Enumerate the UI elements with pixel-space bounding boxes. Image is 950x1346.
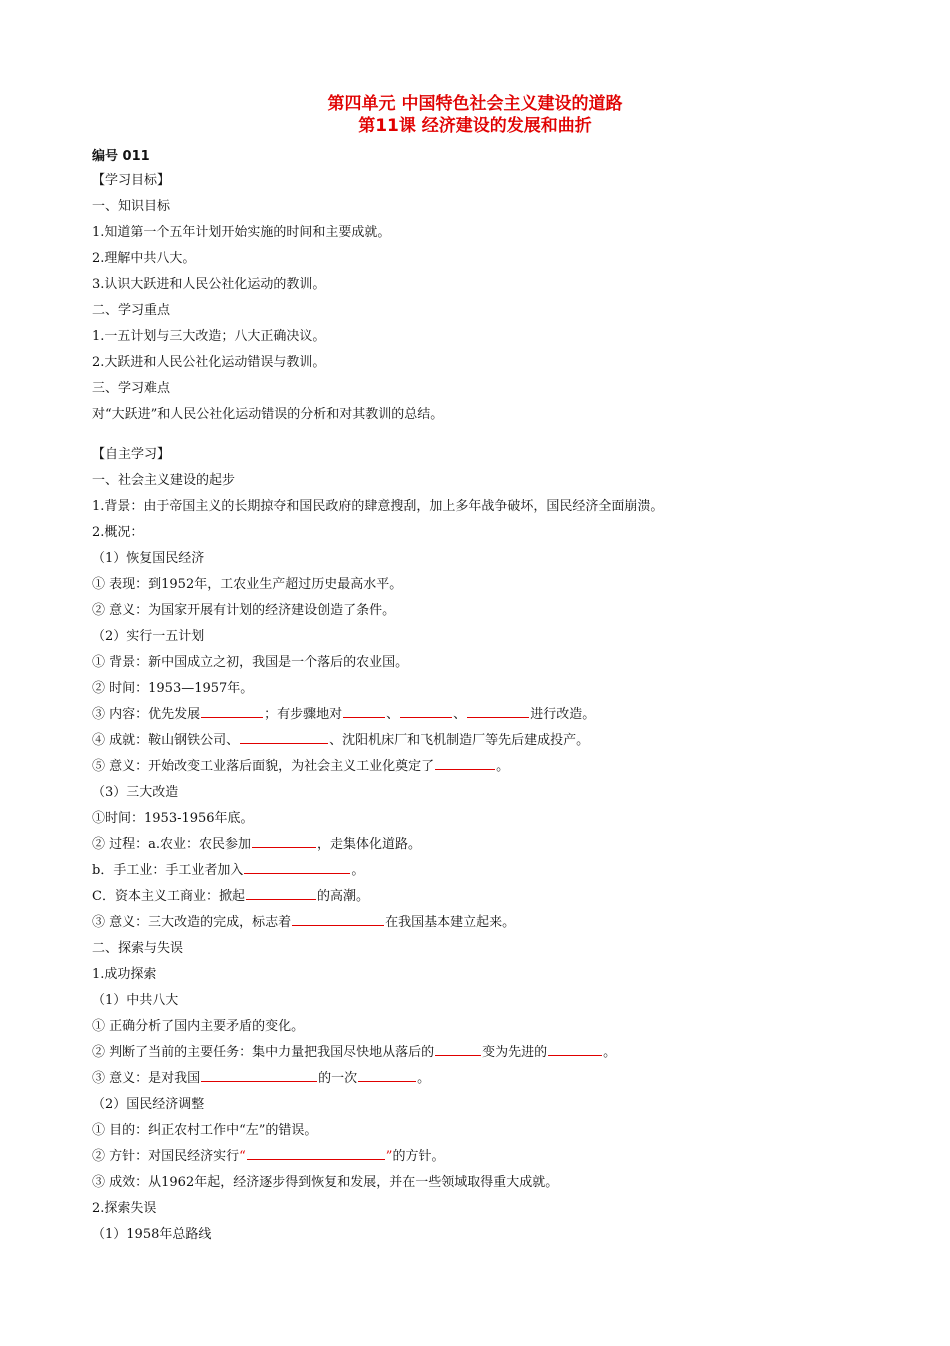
text-segment: 、 — [453, 707, 467, 722]
answer-blank[interactable] — [467, 703, 529, 718]
text-line: 二、探索与失误 — [92, 941, 184, 956]
text-segment: C．资本主义工商业：掀起 — [92, 889, 245, 904]
answer-blank[interactable] — [435, 755, 495, 770]
close-quote: ” — [385, 1149, 393, 1164]
text-line: ② 意义：为国家开展有计划的经济建设创造了条件。 — [92, 603, 396, 618]
answer-blank[interactable] — [201, 703, 263, 718]
fill-in-line — [92, 832, 872, 858]
text-segment: ③ 意义：是对我国 — [92, 1071, 201, 1086]
text-segment: 变为先进的 — [482, 1045, 548, 1060]
text-segment: 的方针。 — [392, 1149, 445, 1164]
text-line: 一、社会主义建设的起步 — [92, 473, 236, 488]
fill-in-line — [92, 702, 872, 728]
text-line: ① 表现：到1952年，工农业生产超过历史最高水平。 — [92, 577, 403, 592]
text-line: ② 时间：1953—1957年。 — [92, 681, 254, 696]
text-segment: ⑤ 意义：开始改变工业落后面貌，为社会主义工业化奠定了 — [92, 759, 435, 774]
answer-blank[interactable] — [358, 1067, 416, 1082]
text-segment: ；有步骤地对 — [264, 707, 343, 722]
text-line: ①时间：1953-1956年底。 — [92, 811, 254, 826]
fill-in-line — [92, 1144, 872, 1170]
text-segment: 。 — [351, 863, 365, 878]
text-line: ① 背景：新中国成立之初，我国是一个落后的农业国。 — [92, 655, 409, 670]
text-segment: b．手工业：手工业者加入 — [92, 863, 244, 878]
text-segment: ② 过程：a.农业：农民参加 — [92, 837, 252, 852]
text-line: （1）1958年总路线 — [92, 1227, 212, 1242]
text-segment: 。 — [603, 1045, 617, 1060]
answer-blank[interactable] — [201, 1067, 317, 1082]
text-segment: ③ 意义：三大改造的完成，标志着 — [92, 915, 292, 930]
text-line: ① 目的：纠正农村工作中“左”的错误。 — [92, 1123, 318, 1138]
section-heading: 【学习目标】 — [92, 173, 171, 188]
text-line: 2.探索失误 — [92, 1201, 157, 1216]
answer-blank[interactable] — [292, 911, 384, 926]
text-line: 一、知识目标 — [92, 199, 171, 214]
document-body — [92, 168, 872, 1248]
answer-blank[interactable] — [400, 703, 452, 718]
fill-in-line — [92, 858, 872, 884]
text-segment: ，走集体化道路。 — [317, 837, 422, 852]
answer-blank[interactable] — [435, 1041, 481, 1056]
answer-blank[interactable] — [244, 859, 350, 874]
fill-in-line — [92, 1040, 872, 1066]
answer-blank[interactable] — [343, 703, 385, 718]
open-quote: “ — [239, 1149, 246, 1164]
answer-blank[interactable] — [240, 729, 328, 744]
fill-in-line — [92, 728, 872, 754]
document-number: 编号 011 — [92, 149, 150, 164]
text-segment: 、沈阳机床厂和飞机制造厂等先后建成投产。 — [329, 733, 590, 748]
text-line: ③ 成效：从1962年起，经济逐步得到恢复和发展，并在一些领域取得重大成就。 — [92, 1175, 559, 1190]
text-line: 对“大跃进”和人民公社化运动错误的分析和对其教训的总结。 — [92, 407, 444, 422]
text-segment: ③ 内容：优先发展 — [92, 707, 201, 722]
fill-in-line — [92, 884, 872, 910]
text-line: （2）国民经济调整 — [92, 1097, 205, 1112]
text-segment: 在我国基本建立起来。 — [385, 915, 516, 930]
answer-blank[interactable] — [252, 833, 316, 848]
text-line: 2.理解中共八大。 — [92, 251, 196, 266]
unit-title: 第四单元 中国特色社会主义建设的道路 — [327, 94, 623, 114]
text-line: （1）恢复国民经济 — [92, 551, 205, 566]
text-segment: ② 判断了当前的主要任务：集中力量把我国尽快地从落后的 — [92, 1045, 435, 1060]
text-line: 二、学习重点 — [92, 303, 171, 318]
text-line: （1）中共八大 — [92, 993, 179, 1008]
fill-in-line — [92, 910, 872, 936]
text-line: ① 正确分析了国内主要矛盾的变化。 — [92, 1019, 305, 1034]
text-line: 1.一五计划与三大改造；八大正确决议。 — [92, 329, 326, 344]
text-segment: 。 — [417, 1071, 431, 1086]
section-heading: 【自主学习】 — [92, 447, 171, 462]
text-line: 3.认识大跃进和人民公社化运动的教训。 — [92, 277, 326, 292]
text-line: 三、学习难点 — [92, 381, 171, 396]
text-segment: 的一次 — [318, 1071, 358, 1086]
text-segment: 。 — [496, 759, 510, 774]
text-segment: ② 方针：对国民经济实行 — [92, 1149, 240, 1164]
answer-blank[interactable] — [247, 1145, 385, 1160]
text-line: （2）实行一五计划 — [92, 629, 205, 644]
answer-blank[interactable] — [548, 1041, 602, 1056]
text-line: 1.背景：由于帝国主义的长期掠夺和国民政府的肆意搜刮，加上多年战争破坏，国民经济全面崩溃。 — [92, 499, 664, 514]
fill-in-line — [92, 1066, 872, 1092]
text-segment: 、 — [386, 707, 400, 722]
text-line: （3）三大改造 — [92, 785, 179, 800]
text-line: 1.知道第一个五年计划开始实施的时间和主要成就。 — [92, 225, 391, 240]
text-line: 1.成功探索 — [92, 967, 157, 982]
fill-in-line — [92, 754, 872, 780]
text-segment: 的高潮。 — [316, 889, 369, 904]
lesson-title: 第11课 经济建设的发展和曲折 — [358, 116, 592, 136]
text-line: 2.概况： — [92, 525, 144, 540]
spacer — [92, 428, 872, 442]
text-segment: 进行改造。 — [530, 707, 596, 722]
text-line: 2.大跃进和人民公社化运动错误与教训。 — [92, 355, 326, 370]
answer-blank[interactable] — [246, 885, 316, 900]
text-segment: ④ 成就：鞍山钢铁公司、 — [92, 733, 240, 748]
